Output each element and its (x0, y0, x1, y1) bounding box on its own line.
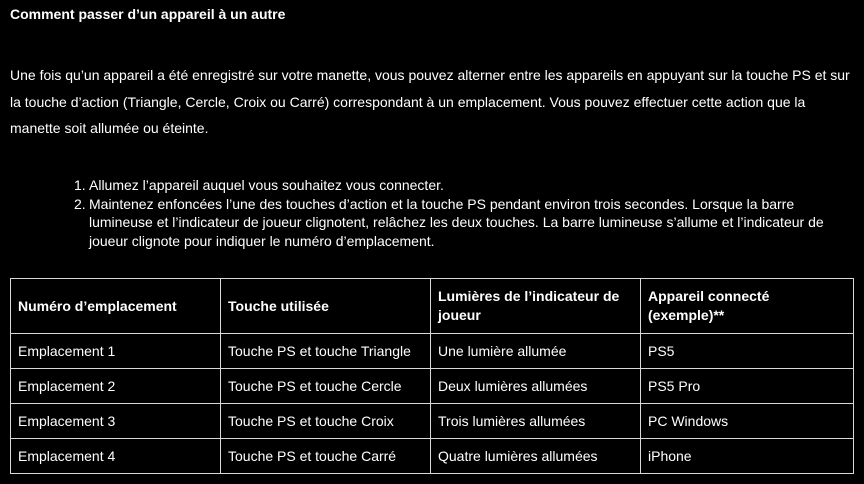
table-row (11, 439, 854, 474)
table-row (11, 334, 854, 369)
table-cell: Touche PS et touche Croix (221, 404, 431, 439)
table-cell: Emplacement 3 (11, 404, 221, 439)
step-text: Allumez l’appareil auquel vous souhaitez vous connecter. (89, 177, 444, 193)
step-item (74, 176, 858, 195)
column-header-slot-number: Numéro d’emplacement (11, 279, 221, 334)
table-cell: Emplacement 1 (11, 334, 221, 369)
table-cell: Deux lumières allumées (431, 369, 641, 404)
table-cell: Touche PS et touche Carré (221, 439, 431, 474)
column-header-button-used: Touche utilisée (221, 279, 431, 334)
section-heading: Comment passer d’un appareil à un autre (10, 6, 286, 22)
table-cell: Touche PS et touche Triangle (221, 334, 431, 369)
table-cell: Touche PS et touche Cercle (221, 369, 431, 404)
slots-table (10, 278, 854, 474)
table-cell: Trois lumières allumées (431, 404, 641, 439)
steps-list (74, 176, 858, 250)
column-header-indicator-lights: Lumières de l’indicateur de joueur (431, 279, 641, 334)
table-cell: Quatre lumières allumées (431, 439, 641, 474)
table-row (11, 369, 854, 404)
table-cell: Une lumière allumée (431, 334, 641, 369)
step-text: Maintenez enfoncées l’une des touches d’action et la touche PS pendant environ trois secondes. Lorsque la barre lumineuse et l’indicateur de joueur clignotent, relâchez les deux touches. La barre lumineuse s’allume et l’indicateur de joueur clignote pour indiquer le numéro d’emplacement. (89, 195, 824, 249)
table-cell: PS5 Pro (641, 369, 854, 404)
table-cell: PC Windows (641, 404, 854, 439)
table-cell: PS5 (641, 334, 854, 369)
table-cell: iPhone (641, 439, 854, 474)
table-row (11, 404, 854, 439)
step-number: 2. (74, 195, 86, 212)
step-item (74, 195, 858, 251)
intro-paragraph: Une fois qu’un appareil a été enregistré sur votre manette, vous pouvez alterner entre les appareils en appuyant sur la touche PS et sur la touche d’action (Triangle, Cercle, Croix ou Carré) correspondant à un emplacement. Vous pouvez effectuer cette action que la manette soit allumée ou éteinte. (10, 67, 850, 136)
step-number: 1. (74, 177, 86, 193)
table-cell: Emplacement 4 (11, 439, 221, 474)
column-header-connected-device: Appareil connecté (exemple)** (641, 279, 854, 334)
table-header-row (11, 279, 854, 334)
table-cell: Emplacement 2 (11, 369, 221, 404)
